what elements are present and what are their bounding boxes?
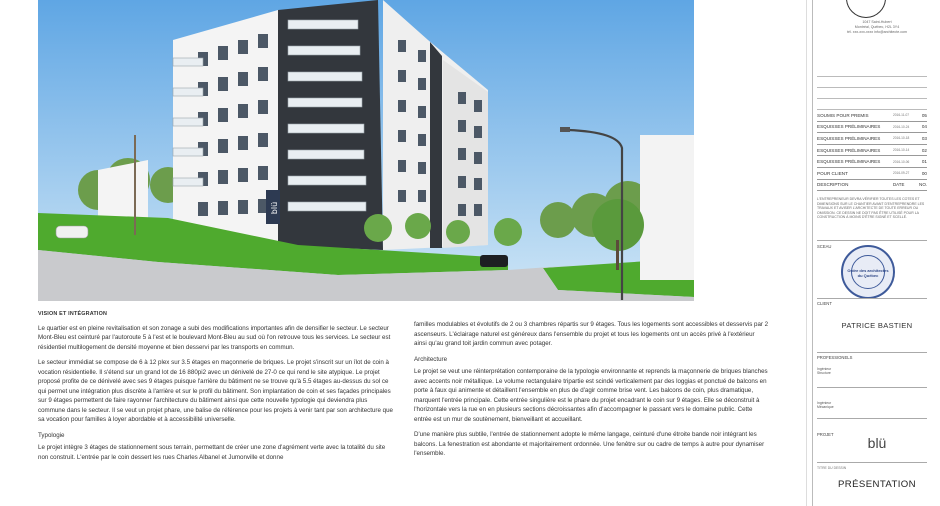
title-block <box>812 0 940 506</box>
engineer-mechanical: Ingénieur Mécanique <box>817 401 834 410</box>
notice-text: L'ENTREPRENEUR DEVRA VÉRIFIER TOUTES LES COTES ET DIMENSIONS SUR LE CHANTIER AVANT D'ENTREPRENDRE LES TRAVAUX ET AVISER L'ARCHITECTE DE TOUTE ERREUR OU OMISSION. CE DESSIN NE DOIT PAS ÊTRE UTILISÉ POUR LA CONSTRUCTION À MOINS D'ÊTRE SIGNÉ ET SCELLÉ. <box>817 197 925 220</box>
revision-desc: ESQUISSES PRÉLIMINAIRES <box>817 124 881 130</box>
title-label: TITRE DU DESSIN <box>817 466 847 470</box>
client-label: CLIENT <box>817 301 832 306</box>
right-column <box>414 310 769 465</box>
divider <box>817 418 927 419</box>
project-label: PROJET <box>817 432 834 437</box>
revision-row <box>817 110 927 122</box>
seal-label: SCEAU <box>817 244 832 249</box>
paragraph: familles modulables et évolutifs de 2 ou 3 chambres répartis sur 9 étages. Tous les logements sont accessibles et desservis par 2 ascenseurs. L'éclairage naturel est généreux dans l'ensemble du projet et tous les logements ont un accès privé à l'extérieur ainsi qu'au grand toit jardin commun avec potager. <box>414 321 769 347</box>
paragraph: Le projet intègre 3 étages de stationnement sous terrain, permettant de créer une zone d'agrément verte avec la totalité du site non construit. L'entrée par le coin dessert les rues Charles Albanel et Jumonville et donne <box>38 444 386 461</box>
revision-no: 04 <box>921 124 927 130</box>
revision-desc: SOUMIS POUR PREMIS <box>817 112 869 118</box>
revision-no: 02 <box>921 147 927 153</box>
architect-seal <box>841 245 895 299</box>
paragraph: Le projet se veut une réinterprétation contemporaine de la typologie environnante et reprends la maçonnerie de briques blanches avec accents noir métallique. Le volume rectangulaire tripartie est scindé verticalement par des loggias et ponctué de balcons en porte à faux qui animente et détaillent l'ensemble en plus de d'agir comme brise vent. Les balcons de coin, plus dramatique, marquent l'entrée principale. Cette entrée singulière est le phare du projet encadrant le coin sur 9 étages. Elle se déconstruit à l'horizontale vers la rue en en plusieurs sections décroissantes afin d'accompagner le passant vers le domaine public. Cette entrée est un mur de soutènement, bienveillant et accueillant. <box>414 368 768 423</box>
project-name: blü <box>867 435 887 451</box>
revision-table <box>817 110 927 191</box>
paragraph: Le quartier est en pleine revitalisation et son zonage a subi des modifications importantes afin de densifier le secteur. Le secteur Mont-Bleu est ceinturé par l'autoroute 5 à l'est et le boulevard Mont-Bleu au sud où l'on retrouve tous les services. Le secteur est résidentiel multilogement de densité moyenne et bien desservi par les transports en commun. <box>38 324 391 351</box>
revision-row <box>817 133 927 145</box>
professionals-label: PROFESSIONELS <box>817 355 853 360</box>
firm-logo-icon <box>846 0 886 18</box>
left-column <box>38 310 393 468</box>
blank-revision-rows <box>817 66 927 110</box>
address-line: Montréal, Québec, H2L 3Y4 <box>854 25 900 29</box>
divider <box>817 352 927 353</box>
revision-date: 2016-10-24 <box>893 124 910 129</box>
revision-date: 2016-09-27 <box>893 171 910 176</box>
seal-text: Ordre des architectes du Québec <box>847 268 889 278</box>
building-rendering <box>38 0 694 301</box>
border-line <box>806 0 807 506</box>
revision-header-date: DATE <box>893 182 905 188</box>
sheet-title: PRÉSENTATION <box>837 479 916 490</box>
description-text <box>38 310 778 506</box>
paragraph: D'une manière plus subtile, l'entrée de stationnement adopte le même langage, ceinturé d'une étroite bande noir intégrant les balcons. La fenestration est abondante et majoritairement ordonnée. Une fenêtre sur ou cadre de temps à autre pour dynamiser l'ensemble. <box>414 431 765 457</box>
revision-date: 2016-10-18 <box>893 136 910 141</box>
revision-header-desc: DESCRIPTION <box>817 182 849 188</box>
address-line: 1047 Saint-Hubert <box>862 20 892 24</box>
revision-header <box>817 180 927 192</box>
revision-no: 03 <box>921 135 927 141</box>
revision-no: 01 <box>921 159 927 165</box>
revision-header-no: NO. <box>919 182 928 188</box>
divider <box>817 240 927 241</box>
revision-row <box>817 156 927 168</box>
revision-desc: ESQUISSES PRÉLIMINAIRES <box>817 159 881 165</box>
building-sign-text: blü <box>270 201 279 215</box>
revision-no: 05 <box>921 112 927 118</box>
revision-desc: ESQUISSES PRÉLIMINAIRES <box>817 135 881 141</box>
engineer-structure: Ingénieur Structure <box>817 367 832 376</box>
paragraph: Le secteur immédiat se compose de 6 à 12 plex sur 3.5 étages en maçonnerie de briques. Le projet s'inscrit sur un îlot de coin à vocation résidentielle. Il s'étend sur un grand lot de 16 880pi2 avec un dénivelé de 27-0 ce qui rend le site atypique. Le projet proposé profite de ce dénivelé avec ses 9 étages puisque l'arrière du bâtiment ne se trouve qu'à 5.5 étages au-dessus du sol ce qui permet une intégration plus discrète à l'arrière et sur le profil du bâtiment. Son implantation de coin et ses façades principales sur 9 étages permettent de faire rayonner l'architecture du bâtiment ainsi que cette nouvelle typologie qui deviendra plus commune dans le secteur. Il se veut un projet phare, une balise de référence pour les projets à venir tant par son architecture que sa vocation pour familles à loyer abordable et à accessibilité universelle. <box>38 359 393 423</box>
architecture-title: Architecture <box>414 355 448 363</box>
section-title: VISION ET INTÉGRATION <box>38 311 108 317</box>
revision-row <box>817 145 927 157</box>
revision-date: 2016-10-14 <box>893 148 910 153</box>
divider <box>817 387 927 388</box>
divider <box>817 462 927 463</box>
revision-desc: ESQUISSES PRÉLIMINAIRES <box>817 147 881 153</box>
typology-title: Typologie <box>38 431 65 439</box>
revision-no: 00 <box>921 170 927 176</box>
revision-date: 2016-11-07 <box>893 113 910 118</box>
revision-desc: POUR CLIENT <box>817 170 848 176</box>
revision-date: 2016-10-06 <box>893 159 910 164</box>
address-line: tél. xxx-xxx-xxxx info@architecte.com <box>847 30 907 34</box>
client-name: PATRICE BASTIEN <box>841 321 913 330</box>
divider <box>817 298 927 299</box>
revision-row <box>817 168 927 180</box>
revision-row <box>817 122 927 134</box>
